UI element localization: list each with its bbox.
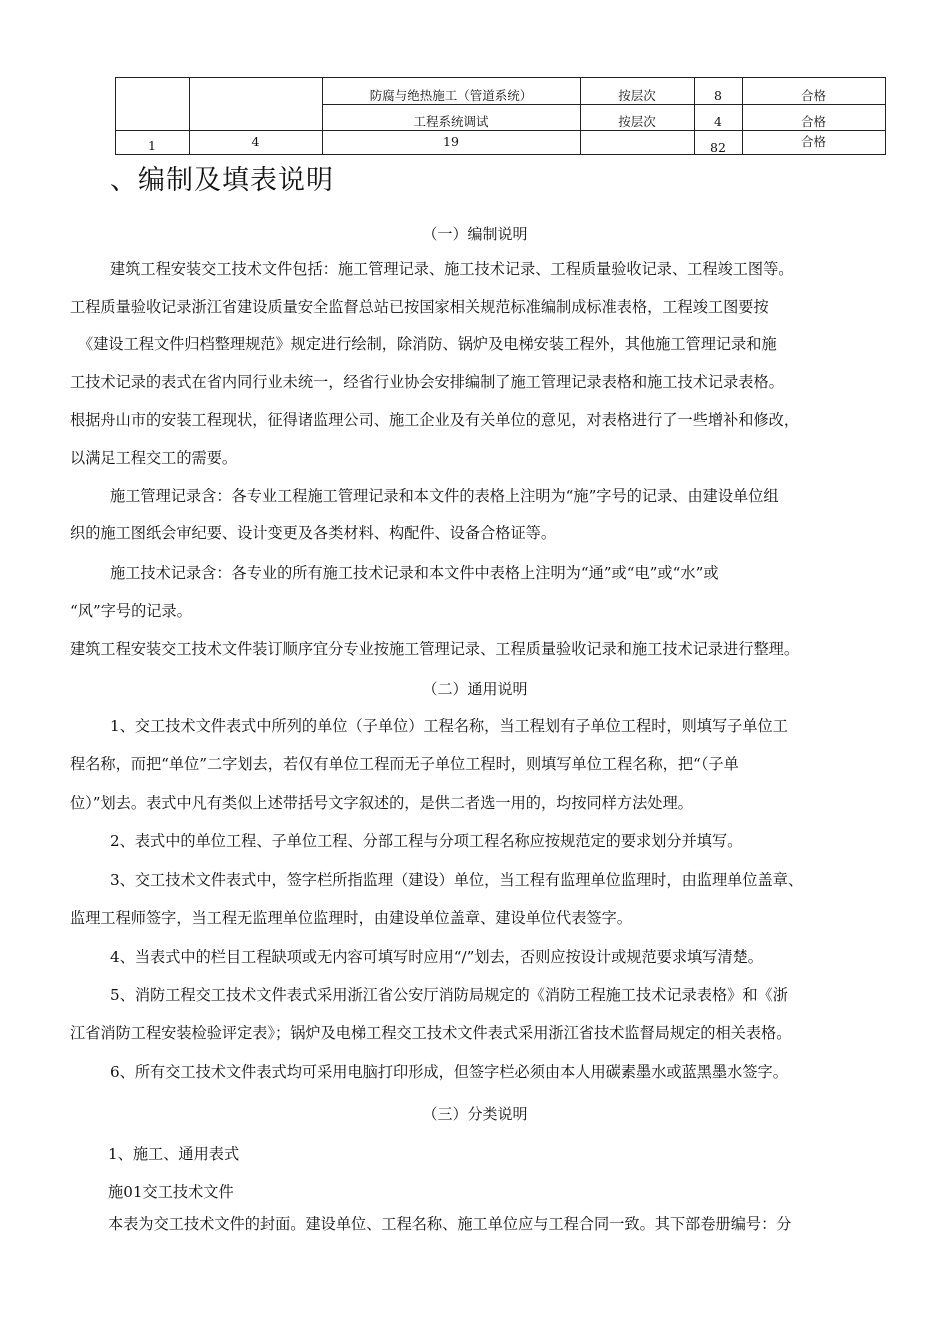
table-cell-result: 合格 [800,88,826,103]
subsection-title-general: （二）通用说明 [422,680,528,698]
paragraph-line: 1、施工、通用表式 [108,1145,240,1163]
paragraph-line: 以满足工程交工的需要。 [70,449,238,467]
paragraph-line: 1、交工技术文件表式中所列的单位（子单位）工程名称，当工程划有子单位工程时，则填写子单位工 [110,717,788,735]
paragraph-line: 监理工程师签字，当工程无监理单位监理时，由建设单位盖章、建设单位代表签字。 [70,909,632,927]
paragraph-line: 2、表式中的单位工程、子单位工程、分部工程与分项工程名称应按规范定的要求划分并填写。 [110,832,743,850]
table-cell-c2: 4 [251,134,260,149]
table-cell-count: 8 [714,88,722,103]
table-cell-result: 合格 [800,134,826,149]
section-heading: 、编制及填表说明 [110,165,334,196]
paragraph-line: 4、当表式中的栏目工程缺项或无内容可填写时应用“/”划去，否则应按设计或规范要求填写清楚。 [110,948,763,966]
table-cell-method: 按层次 [618,114,656,129]
paragraph-line: 根据舟山市的安装工程现状，征得诸监理公司、施工企业及有关单位的意见，对表格进行了一些增补和修改， [70,411,799,429]
inspection-table [115,77,886,155]
paragraph-line: 施工技术记录含：各专业的所有施工技术记录和本文件中表格上注明为“通”或“电”或“水”或 [110,564,719,582]
table-cell-count: 82 [710,140,726,155]
paragraph-line: 程名称，而把“单位”二字划去，若仅有单位工程而无子单位工程时，则填写单位工程名称，把“（子单 [70,755,739,773]
paragraph-line: 位）”划去。表式中凡有类似上述带括号文字叙述的，是供二者选一用的，均按同样方法处理。 [70,794,693,812]
paragraph-line: 施01交工技术文件 [108,1183,234,1201]
paragraph-line: “风”字号的记录。 [70,602,192,620]
paragraph-line: 织的施工图纸会审纪要、设计变更及各类材料、构配件、设备合格证等。 [70,524,556,542]
table-cell-result: 合格 [800,114,826,129]
paragraph-line: 本表为交工技术文件的封面。建设单位、工程名称、施工单位应与工程合同一致。其下部卷册编号：分 [108,1215,792,1233]
paragraph-line: 3、交工技术文件表式中，签字栏所指监理（建设）单位，当工程有监理单位监理时，由监理单位盖章、 [110,871,804,889]
paragraph-line: 工程质量验收记录浙江省建设质量安全监督总站已按国家相关规范标准编制成标准表格，工程竣工图要按 [70,298,769,316]
table-cell-item: 工程系统调试 [413,114,489,129]
table-cell-method: 按层次 [618,88,656,103]
paragraph-line: 施工管理记录含：各专业工程施工管理记录和本文件的表格上注明为“施”字号的记录、由建设单位组 [110,487,779,505]
paragraph-line: 工技术记录的表式在省内同行业未统一，经省行业协会安排编制了施工管理记录表格和施工技术记录表格。 [70,373,784,391]
table-cell-count: 4 [714,114,722,129]
subsection-title-compilation: （一）编制说明 [422,225,528,243]
paragraph-line: 《建设工程文件归档整理规范》规定进行绘制，除消防、锅炉及电梯安装工程外，其他施工管理记录和施 [78,335,777,353]
subsection-title-classification: （三）分类说明 [422,1105,528,1123]
paragraph-line: 6、所有交工技术文件表式均可采用电脑打印形成，但签字栏必须由本人用碳素墨水或蓝黑墨水签字。 [110,1063,788,1081]
table-cell-item: 19 [443,134,459,149]
paragraph-line: 江省消防工程安装检验评定表》；锅炉及电梯工程交工技术文件表式采用浙江省技术监督局规定的相关表格。 [70,1024,792,1042]
paragraph-line: 建筑工程安装交工技术文件装订顺序宜分专业按施工管理记录、工程质量验收记录和施工技术记录进行整理。 [70,640,799,658]
table-cell-item: 防腐与绝热施工（管道系统） [369,88,533,103]
table-cell-c1: 1 [148,138,156,153]
paragraph-line: 5、消防工程交工技术文件表式采用浙江省公安厅消防局规定的《消防工程施工技术记录表格》和《浙 [110,986,788,1004]
paragraph-line: 建筑工程安装交工技术文件包括：施工管理记录、施工技术记录、工程质量验收记录、工程竣工图等。 [110,260,794,278]
